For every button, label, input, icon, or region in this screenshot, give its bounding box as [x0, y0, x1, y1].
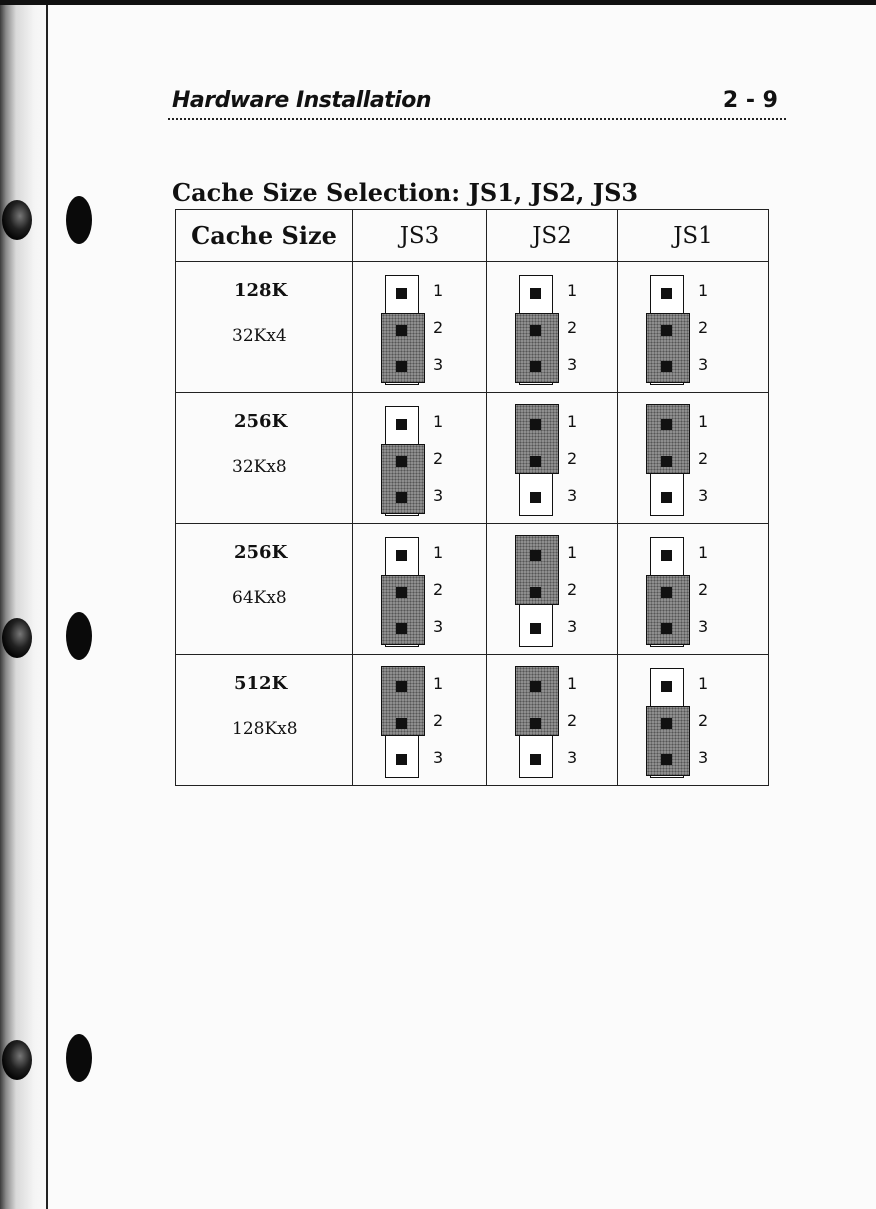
pin-2 [396, 325, 407, 336]
pin-3 [396, 754, 407, 765]
pin-1 [396, 419, 407, 430]
pin-3 [661, 623, 672, 634]
cache-size-value: 256K [234, 542, 288, 563]
pin-3 [661, 492, 672, 503]
pin-label-2: 2 [433, 580, 444, 599]
top-border [0, 0, 876, 5]
pin-label-3: 3 [433, 748, 444, 767]
punch-hole-shadow-top [2, 200, 32, 240]
pin-2 [530, 456, 541, 467]
punch-hole-shadow-middle [2, 618, 32, 658]
pin-label-3: 3 [567, 748, 578, 767]
table-header-row [176, 210, 769, 262]
pin-2 [530, 718, 541, 729]
cache-config-value: 32Kx8 [232, 457, 287, 477]
page-number: 2 - 9 [722, 88, 778, 113]
js3-jumper-cell [353, 524, 487, 655]
pin-2 [661, 587, 672, 598]
pin-3 [530, 361, 541, 372]
js1-jumper-cell [618, 655, 769, 786]
pin-label-1: 1 [567, 674, 578, 693]
jumper-cap-2-3 [381, 444, 425, 514]
pin-2 [396, 456, 407, 467]
pin-label-3: 3 [433, 355, 444, 374]
pin-label-3: 3 [567, 486, 578, 505]
js2-jumper-cell [487, 524, 618, 655]
pin-label-3: 3 [698, 748, 709, 767]
cache-size-jumper-table [175, 209, 769, 786]
pin-1 [530, 419, 541, 430]
js1-jumper-cell [618, 262, 769, 393]
pin-3 [661, 754, 672, 765]
pin-label-1: 1 [698, 281, 709, 300]
cache-size-cell [176, 262, 353, 393]
pin-2 [530, 587, 541, 598]
pin-2 [661, 325, 672, 336]
pin-label-1: 1 [698, 543, 709, 562]
pin-label-1: 1 [698, 674, 709, 693]
punch-hole-shadow-bottom [2, 1040, 32, 1080]
jumper-block [519, 668, 578, 778]
pin-1 [396, 681, 407, 692]
pin-1 [530, 288, 541, 299]
table-row [176, 655, 769, 786]
jumper-cap-2-3 [381, 313, 425, 383]
pin-label-3: 3 [698, 355, 709, 374]
jumper-cap-2-3 [381, 575, 425, 645]
pin-1 [661, 288, 672, 299]
jumper-cap-2-3 [646, 706, 690, 776]
cache-size-value: 512K [234, 673, 288, 694]
pin-2 [661, 718, 672, 729]
pin-label-2: 2 [567, 318, 578, 337]
jumper-block [519, 406, 578, 516]
pin-label-2: 2 [433, 449, 444, 468]
pin-label-1: 1 [433, 543, 444, 562]
table-row [176, 262, 769, 393]
js1-jumper-cell [618, 393, 769, 524]
pin-label-2: 2 [698, 711, 709, 730]
column-header-js3: JS3 [353, 210, 487, 262]
pin-label-1: 1 [433, 674, 444, 693]
pin-label-1: 1 [698, 412, 709, 431]
pin-label-1: 1 [567, 412, 578, 431]
binder-margin-line [46, 0, 48, 1209]
punch-hole-middle [66, 612, 92, 660]
jumper-cap-2-3 [646, 313, 690, 383]
pin-1 [661, 550, 672, 561]
jumper-block [650, 406, 709, 516]
pin-label-3: 3 [567, 617, 578, 636]
jumper-block [519, 537, 578, 647]
column-header-js1: JS1 [618, 210, 769, 262]
jumper-block [385, 537, 444, 647]
pin-1 [396, 550, 407, 561]
pin-label-1: 1 [433, 412, 444, 431]
jumper-block [385, 668, 444, 778]
pin-label-3: 3 [433, 617, 444, 636]
pin-1 [530, 681, 541, 692]
pin-label-1: 1 [567, 543, 578, 562]
pin-label-3: 3 [567, 355, 578, 374]
pin-3 [396, 492, 407, 503]
pin-label-2: 2 [698, 580, 709, 599]
pin-label-1: 1 [567, 281, 578, 300]
pin-label-2: 2 [567, 711, 578, 730]
pin-3 [661, 361, 672, 372]
pin-label-2: 2 [433, 711, 444, 730]
cache-size-cell [176, 655, 353, 786]
jumper-block [650, 668, 709, 778]
pin-label-2: 2 [698, 318, 709, 337]
pin-label-3: 3 [433, 486, 444, 505]
js2-jumper-cell [487, 393, 618, 524]
pin-3 [396, 623, 407, 634]
header-title: Hardware Installation [172, 88, 432, 113]
column-header-cache-size: Cache Size [176, 210, 353, 262]
binder-edge [0, 0, 50, 1209]
pin-label-3: 3 [698, 486, 709, 505]
jumper-block [385, 275, 444, 385]
punch-hole-bottom [66, 1034, 92, 1082]
js1-jumper-cell [618, 524, 769, 655]
jumper-cap-2-3 [515, 313, 559, 383]
cache-size-cell [176, 393, 353, 524]
pin-label-2: 2 [567, 449, 578, 468]
cache-config-value: 128Kx8 [232, 719, 298, 739]
cache-config-value: 32Kx4 [232, 326, 287, 346]
cache-size-value: 128K [234, 280, 288, 301]
pin-1 [661, 681, 672, 692]
js3-jumper-cell [353, 393, 487, 524]
cache-size-value: 256K [234, 411, 288, 432]
section-title: Cache Size Selection: JS1, JS2, JS3 [172, 178, 639, 207]
jumper-block [650, 275, 709, 385]
pin-3 [396, 361, 407, 372]
pin-1 [661, 419, 672, 430]
pin-2 [396, 587, 407, 598]
page-header [168, 86, 786, 120]
table-row [176, 393, 769, 524]
jumper-block [385, 406, 444, 516]
pin-3 [530, 623, 541, 634]
pin-label-3: 3 [698, 617, 709, 636]
pin-1 [396, 288, 407, 299]
js3-jumper-cell [353, 262, 487, 393]
table-row [176, 524, 769, 655]
pin-1 [530, 550, 541, 561]
pin-3 [530, 754, 541, 765]
jumper-cap-2-3 [646, 575, 690, 645]
js3-jumper-cell [353, 655, 487, 786]
pin-label-2: 2 [433, 318, 444, 337]
pin-3 [530, 492, 541, 503]
jumper-block [519, 275, 578, 385]
column-header-js2: JS2 [487, 210, 618, 262]
pin-2 [530, 325, 541, 336]
pin-2 [661, 456, 672, 467]
js2-jumper-cell [487, 262, 618, 393]
pin-label-2: 2 [698, 449, 709, 468]
pin-2 [396, 718, 407, 729]
cache-config-value: 64Kx8 [232, 588, 287, 608]
js2-jumper-cell [487, 655, 618, 786]
cache-size-cell [176, 524, 353, 655]
jumper-block [650, 537, 709, 647]
pin-label-1: 1 [433, 281, 444, 300]
punch-hole-top [66, 196, 92, 244]
pin-label-2: 2 [567, 580, 578, 599]
